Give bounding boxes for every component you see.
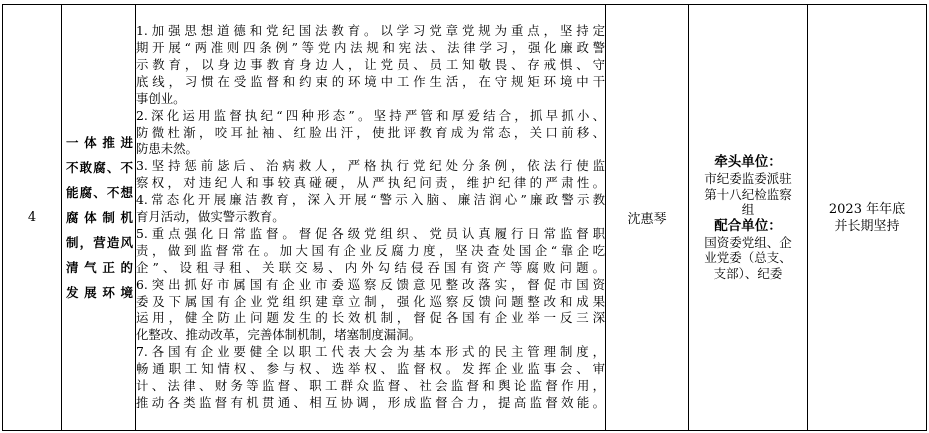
- lead-unit-line: 组: [741, 202, 755, 217]
- measure-line: 防微杜渐，咬耳扯袖、红脸出汗，使批评教育成为常态，关口前移、: [136, 124, 605, 140]
- measure-line: 责，做到监督常在。加大国有企业反腐力度，坚决查处国企“靠企吃: [136, 242, 605, 258]
- measure-line: 4.常态化开展廉洁教育，深入开展“警示入脑、廉洁润心”廉政警示教: [136, 192, 605, 208]
- measures-cell: [136, 5, 606, 431]
- measure-line: 推动各类监督有机贯通、相互协调，形成监督合力，提高监督效能。: [136, 394, 605, 410]
- coop-unit-line: 支部）、纪委: [713, 265, 783, 281]
- deadline-line: 并长期坚持: [834, 218, 900, 234]
- coop-unit-line: 国资委党组、企: [704, 234, 792, 250]
- leader-cell: 沈惠琴: [606, 5, 689, 431]
- measure-line: 计、法律、财务等监督、职工群众监督、社会监督和舆论监督作用，: [136, 377, 605, 393]
- task-line: 腐体制机: [66, 210, 133, 225]
- measure-line: 事创业。: [136, 90, 186, 106]
- task-line: 不敢腐、不: [66, 160, 133, 175]
- lead-unit-line: 市纪委监委派驻: [704, 171, 792, 186]
- measure-line: 畅通职工知情权、参与权、选举权、监督权。发挥企业监事会、审: [136, 361, 605, 377]
- measure-line: 化整改、推动改革，完善体制机制，堵塞制度漏洞。: [136, 327, 421, 343]
- lead-unit-line: 第十八纪检监察: [704, 186, 792, 202]
- measure-line: 3.坚持惩前毖后、治病救人，严格执行党纪处分条例，依法行使监: [136, 158, 605, 174]
- task-line: 能腐、不想: [66, 185, 133, 200]
- measure-line: 6.突出抓好市属国有企业市委巡察反馈意见整改落实，督促市国资: [136, 276, 605, 292]
- task-line: 一体推进: [66, 135, 133, 150]
- measure-line: 企”、设租寻租、关联交易、内外勾结侵吞国有资产等腐败问题。: [136, 259, 605, 275]
- measure-line: 2.深化运用监督执纪“四种形态”。坚持严管和厚爱结合，抓早抓小、: [136, 107, 605, 123]
- measure-line: 育月活动，做实警示教育。: [136, 209, 285, 225]
- task-table: [2, 4, 927, 431]
- coop-unit-line: 业党委（总支、: [704, 250, 792, 265]
- measure-line: 期开展“两准则四条例”等党内法规和宪法、法律学习，强化廉政警: [136, 40, 605, 56]
- table-row: [3, 5, 927, 431]
- row-number: 4: [3, 5, 62, 431]
- measure-line: 7.各国有企业要健全以职工代表大会为基本形式的民主管理制度，: [136, 344, 605, 360]
- task-line: 发展环境: [66, 285, 133, 300]
- deadline-cell: [808, 5, 927, 431]
- unit-cell: [689, 5, 808, 431]
- task-cell: [62, 5, 136, 431]
- measure-line: 5.重点强化日常监督。督促各级党组织、党员认真履行日常监督职: [136, 225, 605, 241]
- measure-line: 示教育，以身边事教育身边人，让党员、员工知敬畏、存戒惧、守: [136, 57, 605, 73]
- task-line: 清气正的: [66, 260, 133, 275]
- lead-unit-title: 牵头单位：: [714, 154, 782, 170]
- measure-line: 委及下属国有企业党组织建章立制，强化巡察反馈问题整改和成果: [136, 293, 605, 309]
- measure-line: 运用，健全防止问题发生的长效机制，督促各国有企业举一反三深: [136, 310, 605, 326]
- task-line: 制，营造风: [66, 235, 133, 250]
- measure-line: 底线，习惯在受监督和约束的环境中工作生活，在守规矩环境中干: [136, 73, 605, 89]
- measure-line: 察权，对违纪人和事较真碰硬，从严执纪问责，维护纪律的严肃性。: [136, 175, 605, 191]
- deadline-line: 2023 年年底: [828, 201, 906, 217]
- coop-unit-title: 配合单位：: [714, 217, 782, 234]
- measure-line: 防患未然。: [136, 141, 198, 157]
- measure-line: 1.加强思想道德和党纪国法教育。以学习党章党规为重点，坚持定: [136, 23, 605, 39]
